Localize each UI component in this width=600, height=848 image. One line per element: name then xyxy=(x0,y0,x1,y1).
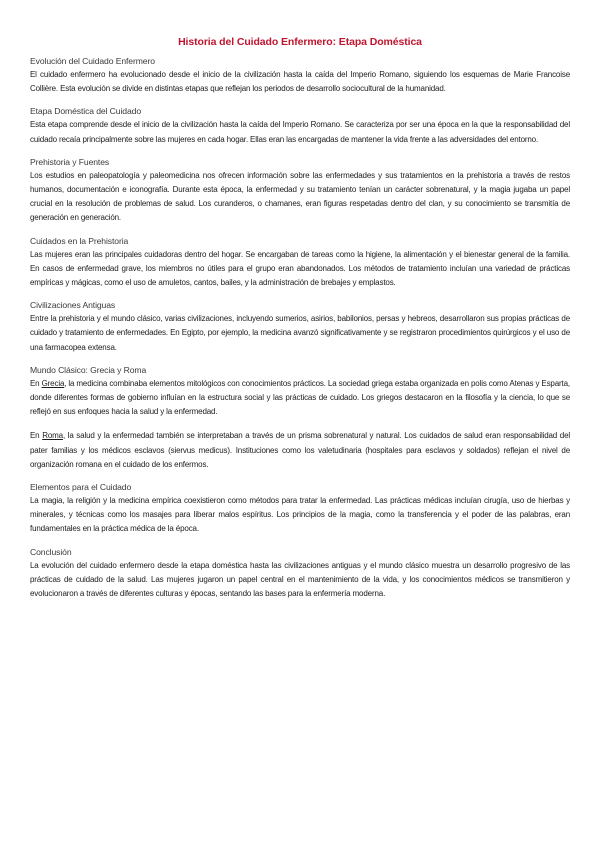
section-elementos-cuidado xyxy=(30,482,570,537)
section-mundo-clasico xyxy=(30,365,570,472)
prefix-en: En xyxy=(30,378,42,388)
section-heading: Evolución del Cuidado Enfermero xyxy=(30,56,155,66)
section-heading: Etapa Doméstica del Cuidado xyxy=(30,106,141,117)
section-paragraph: El cuidado enfermero ha evolucionado desde el inicio de la civilización hasta la caída del Imperio Romano, siguiendo los esquemas de Marie Francoise Collière. Esta evolución se divide en distintas etapas que reflejan los periodos de desarrollo sociocultural de la humanidad. xyxy=(30,70,570,94)
roma-text: , la salud y la enfermedad también se interpretaban a través de un prisma sobrenatural y natural. Los cuidados de salud eran responsabilidad del pater familias y los médicos esclavos (siervus medicus). Instituciones como los valetudinaria (hospitales para esclavos y soldados) reflejan el nivel de organización romana en el cuidado de los enfermos. xyxy=(30,431,571,469)
section-paragraph: Las mujeres eran las principales cuidadoras dentro del hogar. Se encargaban de tareas como la higiene, la alimentación y el bienestar general de la familia. En casos de enfermedad grave, los miembros no útiles para el grupo eran abandonados. Los métodos de tratamiento incluían una variedad de prácticas empíricas y mágicas, como el uso de amuletos, cantos, bailes, y la administración de brebajes y emplastos. xyxy=(30,249,570,288)
section-etapa-domestica xyxy=(30,106,570,146)
grecia-link[interactable]: Grecia xyxy=(41,378,65,388)
section-paragraph-grecia xyxy=(30,377,570,420)
section-conclusion xyxy=(30,547,570,602)
section-heading: Prehistoria y Fuentes xyxy=(30,156,110,167)
section-paragraph: La evolución del cuidado enfermero desde la etapa doméstica hasta las civilizaciones antiguas y el mundo clásico muestra un desarrollo progresivo de las prácticas de cuidado de la salud. Las mujeres jugaron un papel central en el mantenimiento de la vida, y los conocimientos médicos se transmitieron y evolucionaron a través de diferentes culturas y épocas, sentando las bases para la enfermería moderna. xyxy=(30,560,570,599)
section-heading: Elementos para el Cuidado xyxy=(30,482,132,493)
grecia-text: , la medicina combinaba elementos mitológicos con conocimientos prácticos. La sociedad griega estaba organizada en polis como Atenas y Esparta, donde diferentes formas de gobierno influían en la estructura social y las prácticas de cuidado. Los griegos destacaron en la filosofía y la ciencia, lo que se reflejó en sus enfoques hacia la salud y la enfermedad. xyxy=(30,378,570,417)
section-prehistoria-fuentes xyxy=(30,157,570,226)
prefix-en: En xyxy=(30,431,43,441)
section-heading: Cuidados en la Prehistoria xyxy=(30,235,129,246)
section-paragraph-roma xyxy=(30,429,570,472)
section-paragraph: Los estudios en paleopatología y paleomedicina nos ofrecen información sobre las enfermedades y sus tratamientos en la prehistoria a través de restos humanos, documentación e iconografía. Durante esta época, la enfermedad y su tratamiento tenían un carácter sobrenatural, y la magia jugaba un papel crucial en la resolución de problemas de salud. Los curanderos, o chamanes, eran figuras respetadas dentro del clan, y su conocimiento se transmitía de generación en generación. xyxy=(30,170,570,223)
section-paragraph: La magia, la religión y la medicina empírica coexistieron como métodos para tratar la enfermedad. Las prácticas médicas incluían cirugía, uso de hierbas y minerales, y técnicas como los masajes para liberar malos espíritus. Los principios de la magia, como la transferencia y el poder de las palabras, eran fundamentales en la práctica médica de la época. xyxy=(30,496,570,534)
section-heading: Mundo Clásico: Grecia y Roma xyxy=(30,364,147,375)
section-paragraph: Esta etapa comprende desde el inicio de la civilización hasta la caída del Imperio Romano. Se caracteriza por ser una época en la que la responsabilidad del cuidado recaía principalmente sobre las mujeres en cada hogar. Ellas eran las encargadas de mantener la vida frente a las adversidades del entorno. xyxy=(30,120,570,144)
roma-link[interactable]: Roma xyxy=(42,431,63,441)
section-paragraph: Entre la prehistoria y el mundo clásico, varias civilizaciones, incluyendo sumerios, asirios, babilonios, persas y hebreos, desarrollaron sus propias prácticas de cuidado y tratamiento de enfermedades. En Egipto, por ejemplo, la medicina avanzó significativamente y se registraron procedimientos quirúrgicos y el uso de una farmacopea extensa. xyxy=(30,314,570,352)
section-civilizaciones-antiguas xyxy=(30,300,570,355)
section-evolucion xyxy=(30,56,570,96)
section-heading: Conclusión xyxy=(30,546,72,557)
section-heading: Civilizaciones Antiguas xyxy=(30,300,116,311)
document-title: Historia del Cuidado Enfermero: Etapa Doméstica xyxy=(178,36,422,48)
section-cuidados-prehistoria xyxy=(30,236,570,291)
